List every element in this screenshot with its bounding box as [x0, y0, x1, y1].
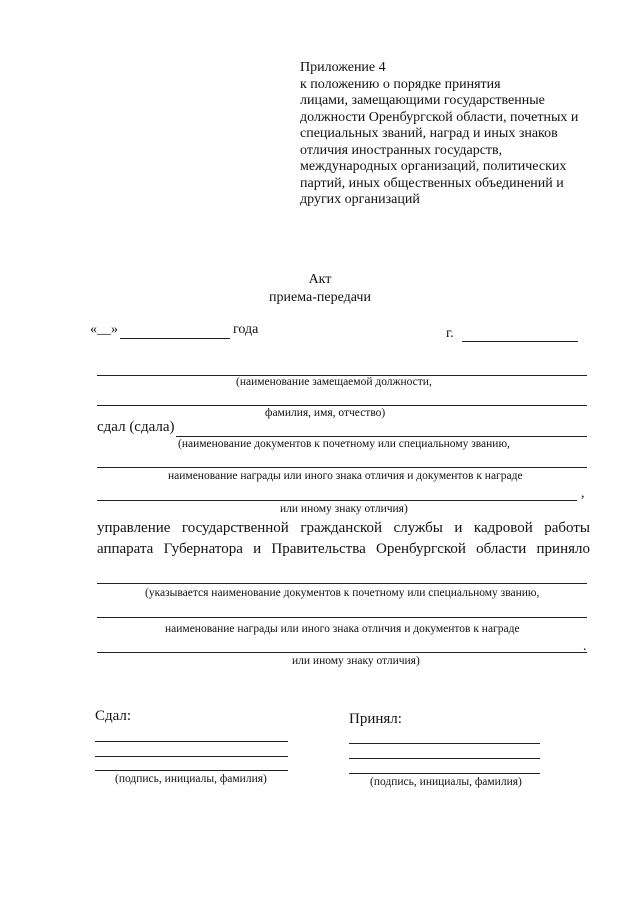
- comma: ,: [581, 486, 585, 501]
- signature-line-right[interactable]: [349, 773, 540, 774]
- period: .: [583, 639, 587, 654]
- accepted-signature-label: Принял:: [349, 711, 402, 727]
- other-line-1[interactable]: [97, 500, 577, 501]
- signature-line-right[interactable]: [349, 758, 540, 759]
- receiver-text: [97, 518, 590, 560]
- caption-position: (наименование замещаемой должности,: [236, 376, 432, 388]
- appendix-line: специальных званий, наград и иных знаков: [300, 126, 558, 141]
- appendix-line: партий, иных общественных объединений и: [300, 175, 564, 191]
- signature-line-left[interactable]: [95, 756, 288, 757]
- appendix-line: к положению о порядке принятия: [300, 76, 501, 92]
- appendix-line: лицами, замещающими государственные: [300, 93, 545, 108]
- city-line[interactable]: [462, 341, 578, 342]
- handed-line[interactable]: [176, 436, 587, 437]
- handed-label: сдал (сдала): [97, 419, 175, 435]
- caption-docs-2: (указывается наименование документов к почетному или специальному званию,: [145, 587, 540, 599]
- appendix-line: международных организаций, политических: [300, 159, 567, 174]
- appendix-line: должности Оренбургской области, почетных и: [300, 109, 579, 125]
- receiver-line: управление государственной гражданской службы и кадровой работы: [97, 520, 590, 536]
- appendix-block: [300, 60, 600, 209]
- appendix-line: других организаций: [300, 192, 420, 207]
- fio-line[interactable]: [97, 405, 587, 406]
- other-line-2[interactable]: [97, 652, 587, 653]
- caption-signature-right: (подпись, инициалы, фамилия): [370, 776, 522, 788]
- caption-award-1: наименование награды или иного знака отличия и документов к награде: [168, 470, 523, 482]
- caption-award-2: наименование награды или иного знака отличия и документов к награде: [165, 623, 520, 635]
- act-title: Акт: [308, 272, 332, 287]
- award-line-1[interactable]: [97, 467, 587, 468]
- signature-line-right[interactable]: [349, 743, 540, 744]
- appendix-line: Приложение 4: [300, 60, 386, 75]
- handed-signature-label: Сдал:: [95, 708, 132, 724]
- caption-other-1: или иному знаку отличия): [280, 503, 408, 515]
- receiver-line: аппарата Губернатора и Правительства Оренбургской области приняло: [97, 541, 590, 557]
- act-subtitle: приема-передачи: [269, 290, 371, 305]
- date-prefix: «__»: [90, 322, 118, 337]
- caption-fio: фамилия, имя, отчество): [265, 407, 386, 419]
- caption-signature-left: (подпись, инициалы, фамилия): [115, 773, 267, 785]
- year-word: года: [233, 322, 259, 337]
- signature-line-left[interactable]: [95, 741, 288, 742]
- caption-docs-1: (наименование документов к почетному или специальному званию,: [178, 438, 510, 450]
- city-prefix: г.: [446, 326, 454, 341]
- docs-line-2[interactable]: [97, 583, 587, 584]
- caption-other-2: или иному знаку отличия): [292, 655, 420, 667]
- date-line[interactable]: [120, 338, 230, 339]
- signature-line-left[interactable]: [95, 770, 288, 771]
- award-line-2[interactable]: [97, 617, 587, 618]
- appendix-line: отличия иностранных государств,: [300, 142, 503, 158]
